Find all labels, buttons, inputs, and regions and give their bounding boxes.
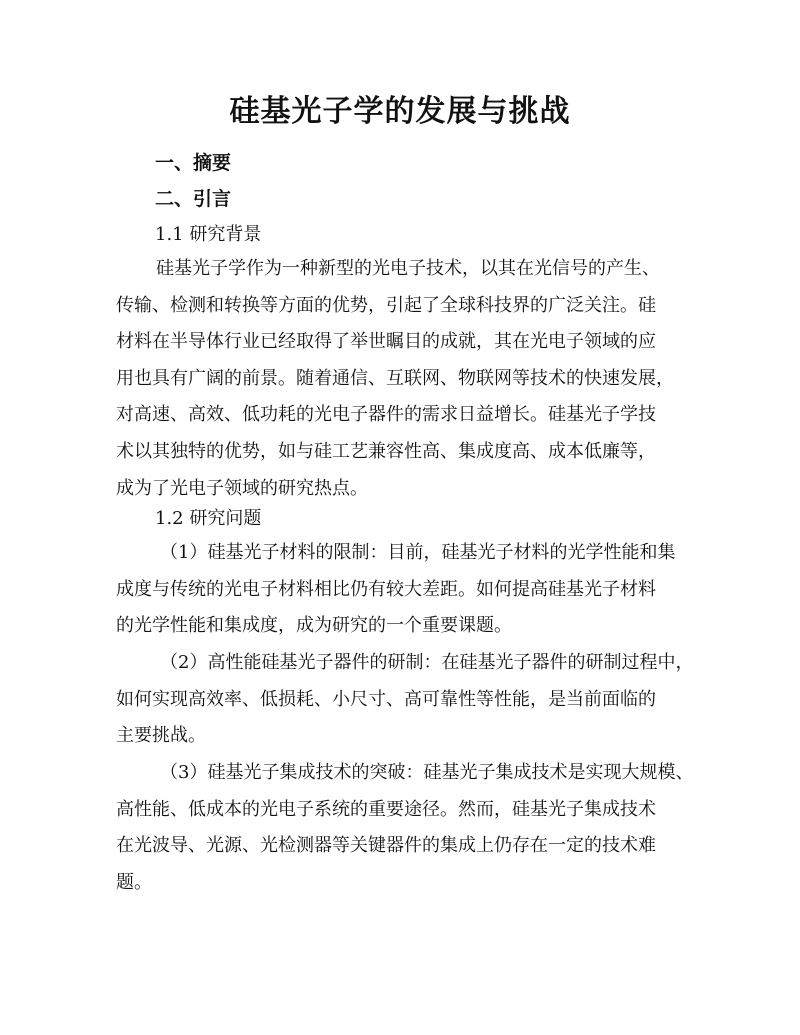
paragraph-line: 用也具有广阔的前景。随着通信、互联网、物联网等技术的快速发展， <box>116 367 674 389</box>
section-heading-abstract: 一、摘要 <box>155 152 232 174</box>
paragraph-line: （1）硅基光子材料的限制：目前，硅基光子材料的光学性能和集 <box>160 542 676 563</box>
paragraph-problem-1 <box>116 535 706 645</box>
paragraph-line: 的光学性能和集成度，成为研究的一个重要课题。 <box>116 615 512 637</box>
paragraph-background <box>116 251 706 507</box>
paragraph-line: 成度与传统的光电子材料相比仍有较大差距。如何提高硅基光子材料 <box>116 578 656 600</box>
paragraph-problem-3 <box>116 755 706 901</box>
paragraph-line: 传输、检测和转换等方面的优势，引起了全球科技界的广泛关注。硅 <box>116 294 656 316</box>
paragraph-line: 硅基光子学作为一种新型的光电子技术，以其在光信号的产生、 <box>156 258 660 279</box>
paragraph-line: 如何实现高效率、低损耗、小尺寸、高可靠性等性能，是当前面临的 <box>116 688 656 710</box>
page-title: 硅基光子学的发展与挑战 <box>229 94 571 129</box>
paragraph-line: 题。 <box>116 871 152 893</box>
paragraph-line: （3）硅基光子集成技术的突破：硅基光子集成技术是实现大规模、 <box>160 762 694 783</box>
paragraph-line: 术以其独特的优势，如与硅工艺兼容性高、集成度高、成本低廉等， <box>116 440 656 462</box>
paragraph-line: 材料在半导体行业已经取得了举世瞩目的成就，其在光电子领域的应 <box>116 331 656 353</box>
paragraph-line: 成为了光电子领域的研究热点。 <box>116 477 368 499</box>
paragraph-line: 对高速、高效、低功耗的光电子器件的需求日益增长。硅基光子学技 <box>116 404 656 426</box>
paragraph-line: 高性能、低成本的光电子系统的重要途径。然而，硅基光子集成技术 <box>116 798 656 820</box>
subsection-heading-problems: 1.2 研究问题 <box>155 508 262 529</box>
paragraph-line: 在光波导、光源、光检测器等关键器件的集成上仍存在一定的技术难 <box>116 835 656 857</box>
paragraph-line: 主要挑战。 <box>116 725 206 747</box>
paragraph-problem-2 <box>116 645 706 755</box>
subsection-heading-background: 1.1 研究背景 <box>155 224 262 245</box>
paragraph-line: （2）高性能硅基光子器件的研制：在硅基光子器件的研制过程中， <box>160 652 694 673</box>
section-heading-intro: 二、引言 <box>155 188 232 210</box>
